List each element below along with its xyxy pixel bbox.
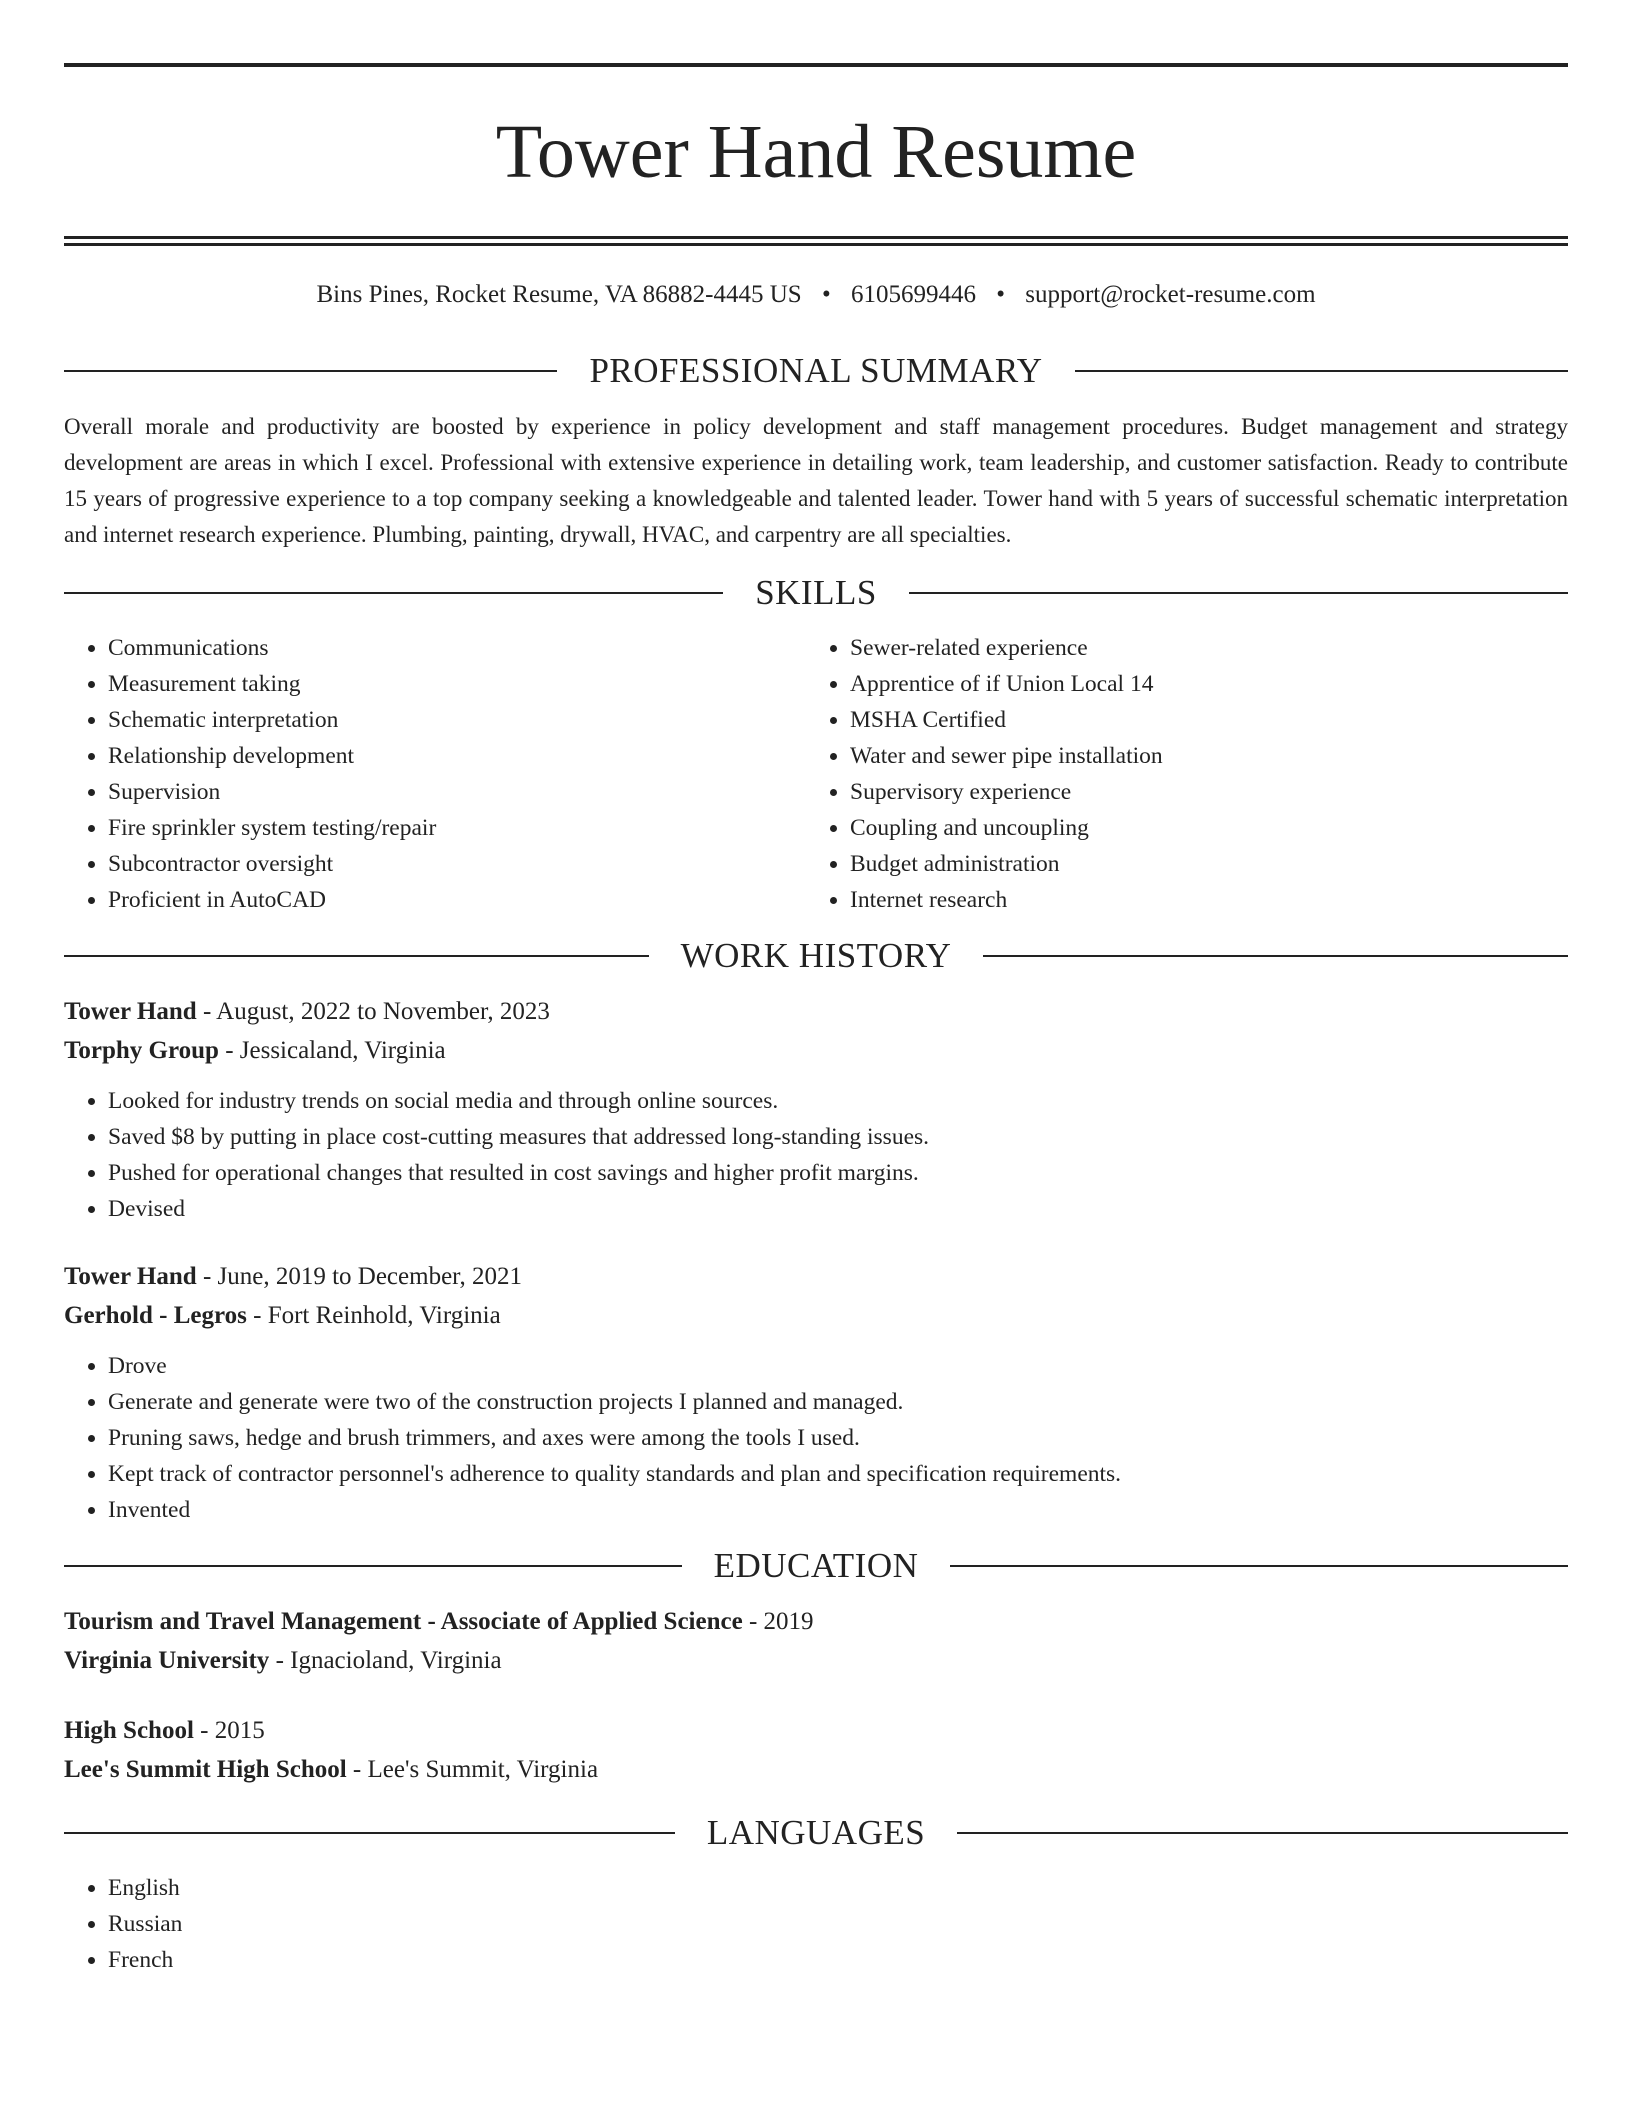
- heading-rule-left: [64, 955, 649, 957]
- job-bullet: • Pushed for operational changes that resulted in cost savings and higher profit margins.: [108, 1155, 1568, 1191]
- languages-list: [64, 1870, 1568, 1978]
- contact-separator: •: [996, 281, 1005, 308]
- education-degree: High School: [64, 1717, 194, 1744]
- skills-grid: [64, 630, 1568, 918]
- skills-column-left: [64, 630, 806, 918]
- job-entry: [64, 1257, 1568, 1528]
- job-bullet: • Looked for industry trends on social media and through online sources.: [108, 1083, 1568, 1119]
- job-title-line: Tower Hand - June, 2019 to December, 2021: [64, 1263, 522, 1290]
- summary-heading: [64, 349, 1568, 393]
- job-bullet: • Drove: [108, 1348, 1568, 1384]
- summary-text: Overall morale and productivity are boosted by experience in policy development and staff management procedures. Budget management and strategy development are areas in which I excel. Professional with extensive experience in detailing work, team leadership, and customer satisfaction. Ready to contribute 15 years of progressive experience to a top company seeking a knowledgeable and talented leader. Tower hand with 5 years of successful schematic interpretation and internet research experience. Plumbing, painting, drywall, HVAC, and carpentry are all specialties.: [64, 414, 1568, 547]
- contact-email: support@rocket-resume.com: [1025, 281, 1316, 308]
- skills-heading-label: SKILLS: [755, 573, 877, 612]
- skill-item: • Subcontractor oversight: [108, 846, 806, 882]
- job-bullet: • Devised: [108, 1191, 1568, 1227]
- job-dates: August, 2022 to November, 2023: [216, 998, 550, 1025]
- job-company-line: Gerhold - Legros - Fort Reinhold, Virginia: [64, 1302, 501, 1329]
- heading-rule-right: [909, 592, 1568, 594]
- skill-item: • Schematic interpretation: [108, 702, 806, 738]
- skill-item: • Budget administration: [850, 846, 1548, 882]
- job-title: Tower Hand: [64, 998, 197, 1025]
- education-heading-label: EDUCATION: [713, 1546, 919, 1585]
- contact-address: Bins Pines, Rocket Resume, VA 86882-4445 US: [316, 281, 802, 308]
- summary-heading-label: PROFESSIONAL SUMMARY: [589, 351, 1043, 390]
- job-bullet: • Generate and generate were two of the construction projects I planned and managed.: [108, 1384, 1568, 1420]
- job-entry: [64, 992, 1568, 1227]
- education-school-line: Virginia University - Ignacioland, Virginia: [64, 1647, 502, 1674]
- job-bullet: • Invented: [108, 1492, 1568, 1528]
- job-title-line: Tower Hand - August, 2022 to November, 2023: [64, 998, 550, 1025]
- job-location: Jessicaland, Virginia: [239, 1037, 446, 1064]
- top-rule: [64, 63, 1568, 67]
- language-item: • Russian: [108, 1906, 1568, 1942]
- heading-rule-left: [64, 370, 557, 372]
- heading-rule-left: [64, 1565, 682, 1567]
- title-double-rule: [64, 236, 1568, 246]
- contact-separator: •: [821, 281, 831, 308]
- education-school: Lee's Summit High School: [64, 1756, 347, 1783]
- heading-rule-left: [64, 592, 723, 594]
- skill-item: • Communications: [108, 630, 806, 666]
- education-year: 2019: [763, 1608, 814, 1635]
- education-degree-line: High School - 2015: [64, 1717, 265, 1744]
- skill-item: • MSHA Certified: [850, 702, 1548, 738]
- heading-rule-right: [983, 955, 1568, 957]
- languages-heading: [64, 1811, 1568, 1855]
- skills-column-right: [806, 630, 1548, 918]
- skill-item: • Relationship development: [108, 738, 806, 774]
- language-item: • French: [108, 1942, 1568, 1978]
- heading-rule-right: [957, 1832, 1568, 1834]
- education-school: Virginia University: [64, 1647, 270, 1674]
- contact-phone: 6105699446: [850, 281, 976, 308]
- resume-title: Tower Hand Resume: [495, 110, 1137, 194]
- skill-item: • Water and sewer pipe installation: [850, 738, 1548, 774]
- skill-item: • Supervision: [108, 774, 806, 810]
- job-company-line: Torphy Group - Jessicaland, Virginia: [64, 1037, 446, 1064]
- education-degree-line: Tourism and Travel Management - Associate of Applied Science - 2019: [64, 1608, 814, 1635]
- heading-rule-right: [1075, 370, 1568, 372]
- work-heading-label: WORK HISTORY: [680, 936, 952, 975]
- job-bullet: • Kept track of contractor personnel's adherence to quality standards and plan and specification requirements.: [108, 1456, 1568, 1492]
- job-title: Tower Hand: [64, 1263, 197, 1290]
- contact-line: [64, 280, 1568, 310]
- skill-item: • Supervisory experience: [850, 774, 1548, 810]
- skill-item: • Coupling and uncoupling: [850, 810, 1548, 846]
- education-degree: Tourism and Travel Management - Associate of Applied Science: [64, 1608, 743, 1635]
- education-location: Lee's Summit, Virginia: [367, 1756, 599, 1783]
- job-company: Torphy Group: [64, 1037, 219, 1064]
- heading-rule-left: [64, 1832, 675, 1834]
- education-entry: [64, 1602, 1568, 1680]
- job-bullet: • Saved $8 by putting in place cost-cutting measures that addressed long-standing issues.: [108, 1119, 1568, 1155]
- skill-item: • Fire sprinkler system testing/repair: [108, 810, 806, 846]
- skills-heading: [64, 571, 1568, 615]
- heading-rule-right: [950, 1565, 1568, 1567]
- job-dates: June, 2019 to December, 2021: [217, 1263, 522, 1290]
- skill-item: • Measurement taking: [108, 666, 806, 702]
- work-heading: [64, 934, 1568, 978]
- education-year: 2015: [214, 1717, 265, 1744]
- job-location: Fort Reinhold, Virginia: [267, 1302, 501, 1329]
- education-school-line: Lee's Summit High School - Lee's Summit, Virginia: [64, 1756, 599, 1783]
- education-heading: [64, 1544, 1568, 1588]
- skill-item: • Sewer-related experience: [850, 630, 1548, 666]
- education-entry: [64, 1711, 1568, 1789]
- skill-item: • Apprentice of if Union Local 14: [850, 666, 1548, 702]
- job-bullet: • Pruning saws, hedge and brush trimmers, and axes were among the tools I used.: [108, 1420, 1568, 1456]
- skill-item: • Proficient in AutoCAD: [108, 882, 806, 918]
- job-company: Gerhold - Legros: [64, 1302, 247, 1329]
- language-item: • English: [108, 1870, 1568, 1906]
- languages-heading-label: LANGUAGES: [706, 1813, 926, 1852]
- skill-item: • Internet research: [850, 882, 1548, 918]
- education-location: Ignacioland, Virginia: [290, 1647, 502, 1674]
